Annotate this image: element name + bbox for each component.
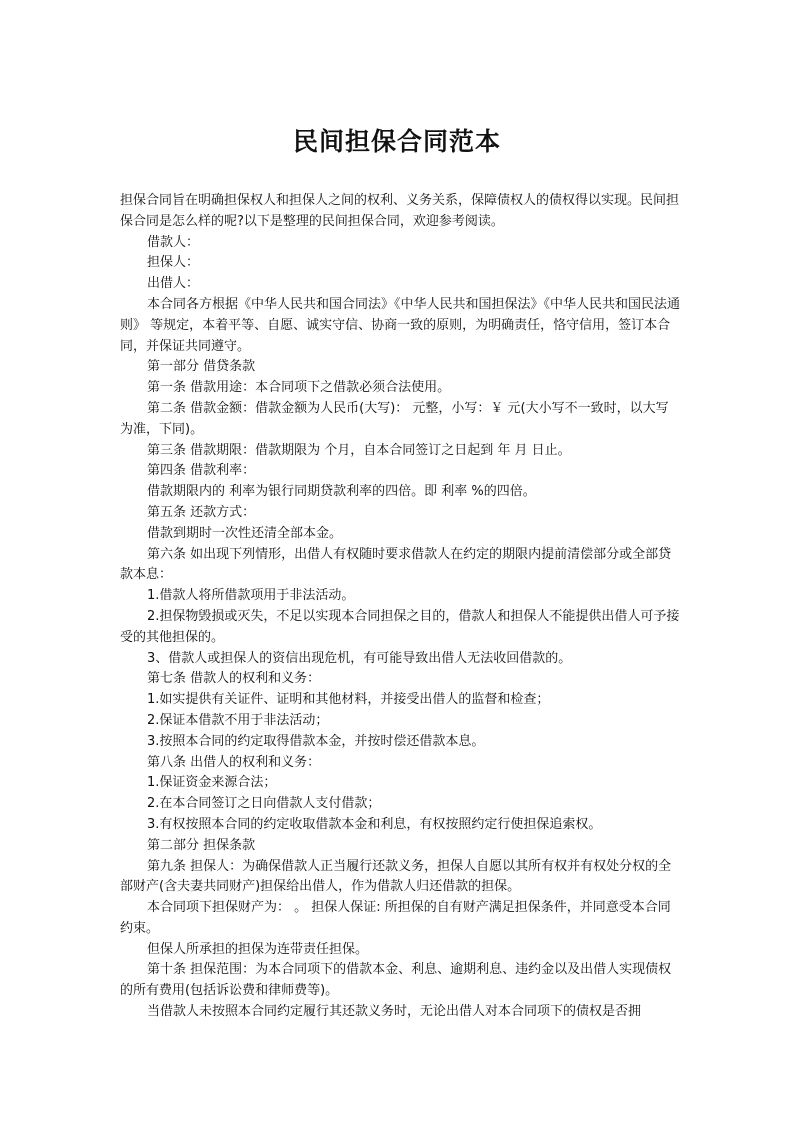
- paragraph: 第五条 还款方式：: [147, 504, 256, 520]
- paragraph: 第十条 担保范围：为本合同项下的借款本金、利息、逾期利息、违约金以及出借人实现债权的所有费用(包括诉讼费和律师费等)。: [120, 962, 672, 999]
- paragraph: 第六条 如出现下列情形，出借人有权随时要求借款人在约定的期限内提前清偿部分或全部贷款本息：: [120, 546, 672, 583]
- paragraph: 本合同各方根据《中华人民共和国合同法》《中华人民共和国担保法》《中华人民共和国民法通则》 等规定，本着平等、自愿、诚实守信、协商一致的原则，为明确责任，恪守信用，签订本合同，并保证共同遵守。: [120, 296, 681, 354]
- paragraph: 1.保证资金来源合法；: [147, 775, 277, 791]
- paragraph: 借款到期时一次性还清全部本金。: [147, 525, 343, 541]
- paragraph: 3.按照本合同的约定取得借款本金，并按时偿还借款本息。: [147, 733, 485, 749]
- paragraph: 第二条 借款金额：借款金额为人民币(大写)： 元整，小写：￥ 元(大小写不一致时，以大写为准，下同)。: [120, 400, 669, 437]
- paragraph: 3、借款人或担保人的资信出现危机，有可能导致出借人无法收回借款的。: [147, 650, 572, 666]
- paragraph: 2.担保物毁损或灭失，不足以实现本合同担保之目的，借款人和担保人不能提供出借人可予接受的其他担保的。: [120, 608, 680, 645]
- paragraph: 第三条 借款期限：借款期限为 个月，自本合同签订之日起到 年 月 日止。: [147, 442, 571, 458]
- paragraph: 第七条 借款人的权利和义务：: [147, 671, 321, 687]
- paragraph: 借款期限内的 利率为银行同期贷款利率的四倍。即 利率 %的四倍。: [147, 484, 536, 500]
- paragraph: 但保人所承担的担保为连带责任担保。: [147, 941, 369, 957]
- paragraph: 第八条 出借人的权利和义务：: [147, 754, 321, 770]
- paragraph: 出借人：: [147, 276, 200, 292]
- paragraph: 2.在本合同签订之日向借款人支付借款；: [147, 796, 381, 812]
- paragraph: 第二部分 担保条款: [147, 837, 256, 853]
- paragraph: 第九条 担保人：为确保借款人正当履行还款义务，担保人自愿以其所有权并有权处分权的全部财产(含夫妻共同财产)担保给出借人，作为借款人归还借款的担保。: [120, 858, 672, 895]
- paragraph: 1.如实提供有关证件、证明和其他材料，并接受出借人的监督和检查；: [147, 692, 550, 708]
- document-title: 民间担保合同范本: [292, 127, 501, 156]
- paragraph: 担保合同旨在明确担保权人和担保人之间的权利、义务关系，保障债权人的债权得以实现。民间担保合同是怎么样的呢?以下是整理的民间担保合同，欢迎参考阅读。: [120, 193, 680, 229]
- paragraph: 本合同项下担保财产为： 。 担保人保证: 所担保的自有财产满足担保条件，并同意受本合同约束。: [120, 900, 671, 936]
- paragraph: 第四条 借款利率：: [147, 463, 256, 479]
- paragraph: 3.有权按照本合同的约定收取借款本金和利息，有权按照约定行使担保追索权。: [147, 816, 602, 832]
- paragraph: 当借款人未按照本合同约定履行其还款义务时，无论出借人对本合同项下的债权是否拥: [147, 1004, 642, 1020]
- paragraph: 借款人：: [147, 234, 200, 250]
- paragraph: 1.借款人将所借款项用于非法活动。: [147, 588, 355, 604]
- paragraph: 第一部分 借贷条款: [147, 359, 256, 375]
- document-body: [120, 191, 680, 1023]
- paragraph: 2.保证本借款不用于非法活动；: [147, 712, 329, 728]
- paragraph: 担保人：: [147, 255, 200, 271]
- paragraph: 第一条 借款用途：本合同项下之借款必须合法使用。: [147, 380, 451, 396]
